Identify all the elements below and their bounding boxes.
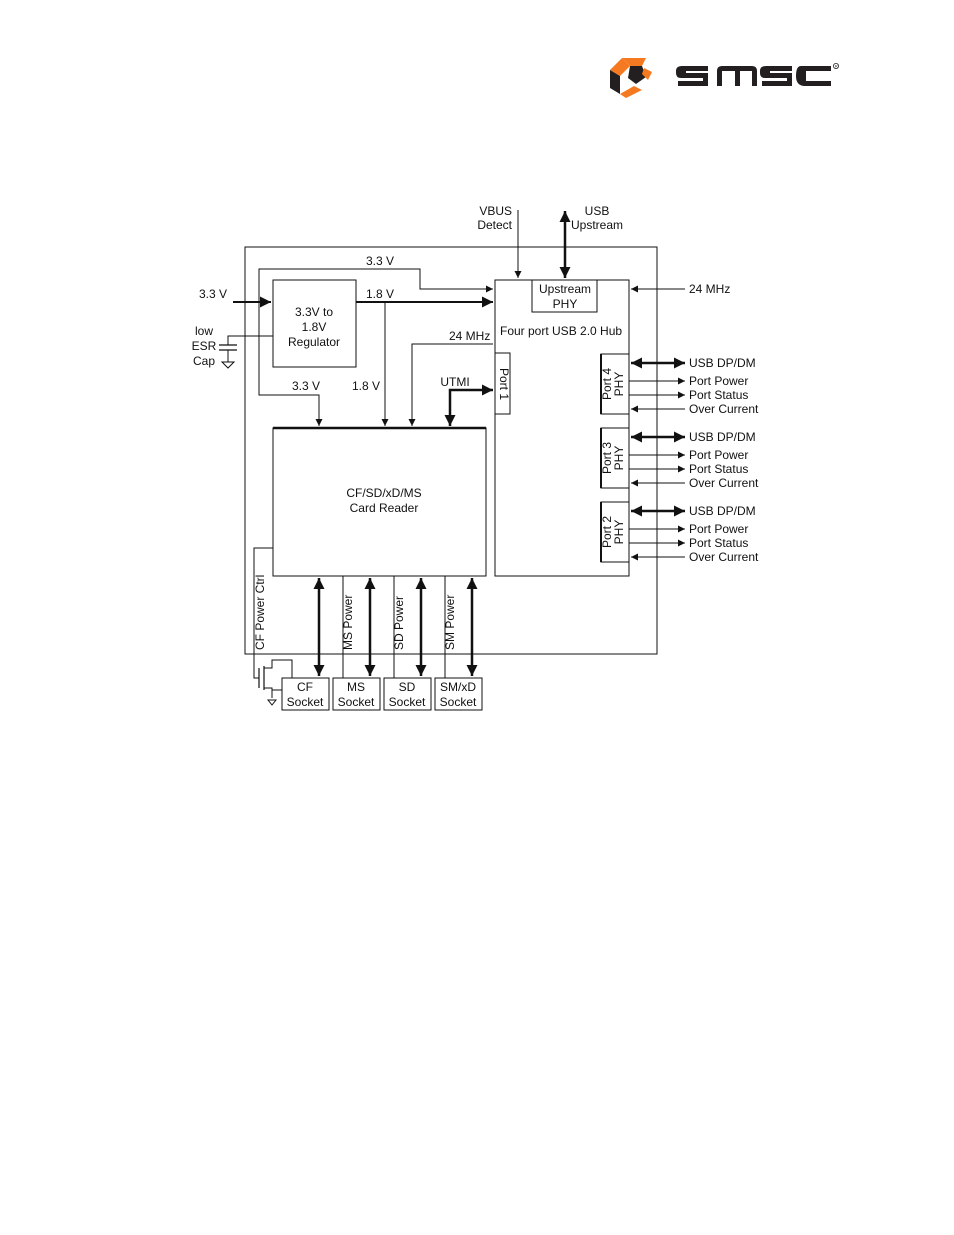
port2-phy-label-1: Port 2 <box>600 515 614 549</box>
port3-phy-label-1: Port 3 <box>600 441 614 475</box>
cf-power-ctrl-label: CF Power Ctrl <box>253 574 267 650</box>
port3-status-label: Port Status <box>689 462 749 476</box>
card-reader-label-1: CF/SD/xD/MS <box>346 486 422 500</box>
port3-phy-label-2: PHY <box>612 445 626 471</box>
usb-upstream-label-1: USB <box>584 204 610 218</box>
cf-socket-label-2: Socket <box>286 695 324 709</box>
port4-oc-label: Over Current <box>689 402 759 416</box>
regulator-label-3: Regulator <box>287 335 341 349</box>
v18-cardreader-label: 1.8 V <box>351 379 381 393</box>
card-reader-label-2: Card Reader <box>349 501 419 515</box>
port2-phy-label-2: PHY <box>612 519 626 545</box>
svg-text:R: R <box>834 63 838 69</box>
port4-power-label: Port Power <box>689 374 749 388</box>
cap-label-2: ESR <box>191 339 217 353</box>
v33-input-label: 3.3 V <box>198 287 228 301</box>
vbus-label-2: Detect <box>477 218 512 232</box>
ms-power-label: MS Power <box>341 594 355 650</box>
utmi-label: UTMI <box>440 375 470 389</box>
port2-power-label: Port Power <box>689 522 749 536</box>
cap-label-1: low <box>194 324 214 338</box>
port3-dpdm-label: USB DP/DM <box>689 430 756 444</box>
hub-title: Four port USB 2.0 Hub <box>500 324 623 338</box>
port3-power-label: Port Power <box>689 448 749 462</box>
port2-dpdm-label: USB DP/DM <box>689 504 756 518</box>
port3-group <box>600 430 759 490</box>
port1-label: Port 1 <box>497 367 511 401</box>
upstream-phy-label-1: Upstream <box>538 282 592 296</box>
cf-socket-label-1: CF <box>297 680 313 694</box>
hub-clock-label: 24 MHz <box>689 282 731 296</box>
usb-upstream-label-2: Upstream <box>570 218 624 232</box>
fet-ground-icon <box>268 700 276 705</box>
port4-phy-label-2: PHY <box>612 371 626 397</box>
v33-top-label: 3.3 V <box>365 254 395 268</box>
vbus-label-1: VBUS <box>479 204 512 218</box>
cap-label-3: Cap <box>192 354 216 368</box>
cardreader-clock-label: 24 MHz <box>449 329 491 343</box>
sd-socket-label-2: Socket <box>388 695 426 709</box>
upstream-phy-label-2: PHY <box>552 297 578 311</box>
sm-power-label: SM Power <box>443 594 457 650</box>
port2-status-label: Port Status <box>689 536 749 550</box>
regulator-label-2: 1.8V <box>301 320 327 334</box>
ground-icon <box>222 362 234 368</box>
ms-socket-label-1: MS <box>347 680 365 694</box>
port2-group <box>600 504 759 564</box>
port3-oc-label: Over Current <box>689 476 759 490</box>
v18-top-label: 1.8 V <box>365 287 395 301</box>
smxd-socket-label-1: SM/xD <box>440 680 476 694</box>
regulator-label-1: 3.3V to <box>294 305 334 319</box>
v33-cardreader-label: 3.3 V <box>291 379 321 393</box>
port2-oc-label: Over Current <box>689 550 759 564</box>
port4-group <box>600 356 759 416</box>
port4-dpdm-label: USB DP/DM <box>689 356 756 370</box>
ms-socket-label-2: Socket <box>337 695 375 709</box>
sd-power-label: SD Power <box>392 595 406 650</box>
esr-cap-wire <box>228 336 273 345</box>
sd-socket-label-1: SD <box>398 680 416 694</box>
port4-status-label: Port Status <box>689 388 749 402</box>
smxd-socket-label-2: Socket <box>439 695 477 709</box>
port4-phy-label-1: Port 4 <box>600 367 614 401</box>
utmi-link <box>450 390 493 426</box>
